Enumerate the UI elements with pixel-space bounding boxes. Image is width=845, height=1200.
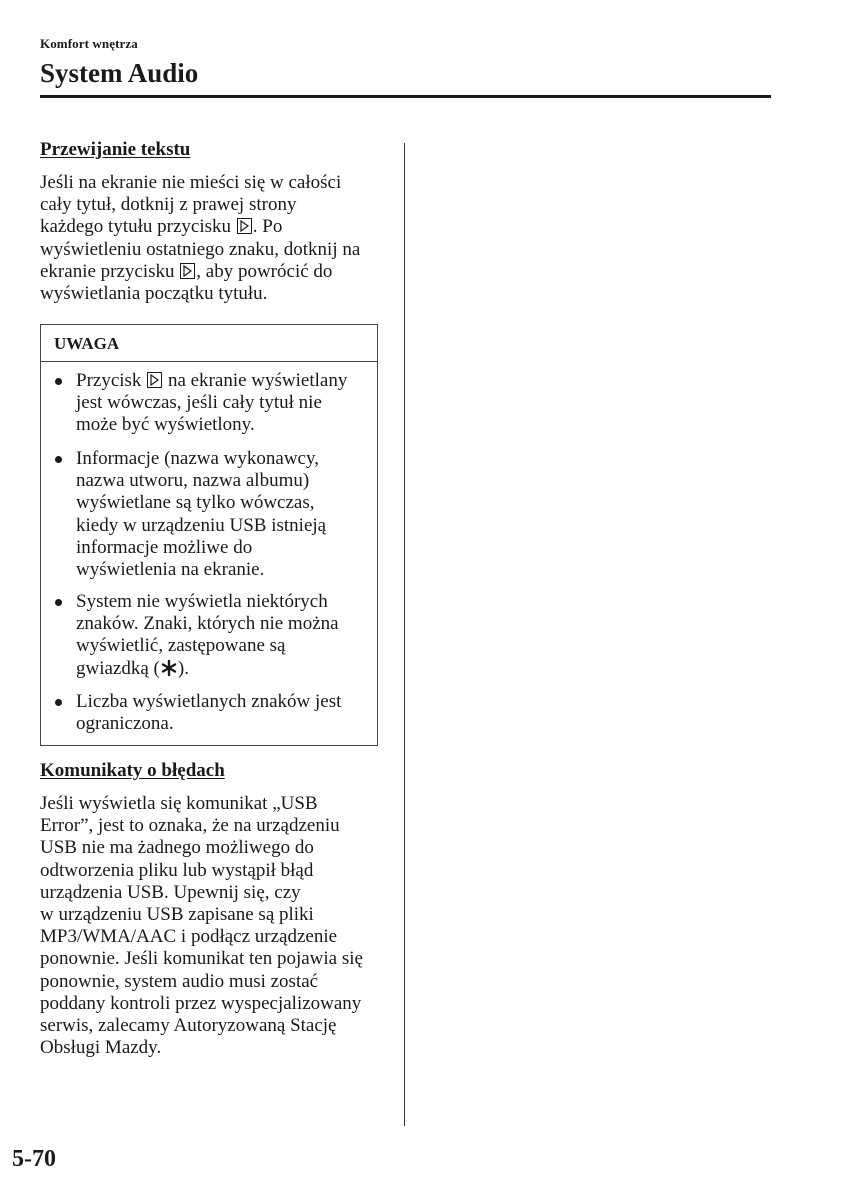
text-line: wyświetlenia na ekranie. bbox=[76, 559, 265, 581]
text-line: USB nie ma żadnego możliwego do bbox=[40, 837, 314, 859]
text-line: cały tytuł, dotknij z prawej strony bbox=[40, 194, 297, 216]
text-line bbox=[40, 216, 385, 238]
play-button-icon bbox=[237, 218, 252, 234]
title-rule bbox=[40, 95, 771, 98]
text-line: ponownie. Jeśli komunikat ten pojawia się bbox=[40, 948, 363, 970]
text-line: Jeśli wyświetla się komunikat „USB bbox=[40, 793, 318, 814]
text-line: ograniczona. bbox=[76, 713, 174, 735]
page-number: 5-70 bbox=[12, 1146, 56, 1172]
text-fragment: na ekranie wyświetlany bbox=[167, 370, 348, 391]
text-line: Informacje (nazwa wykonawcy, bbox=[76, 448, 320, 469]
bullet-icon bbox=[55, 699, 62, 706]
text-line bbox=[76, 370, 376, 392]
text-line: wyświetlić, zastępowane są bbox=[76, 635, 286, 657]
text-line: kiedy w urządzeniu USB istnieją bbox=[76, 514, 327, 536]
bullet-icon bbox=[55, 599, 62, 606]
text-line: jest wówczas, jeśli cały tytuł nie bbox=[76, 392, 322, 414]
note-item bbox=[76, 370, 376, 437]
text-line: MP3/WMA/AAC i podłącz urządzenie bbox=[40, 926, 338, 948]
note-box bbox=[40, 324, 378, 746]
text-line: Error”, jest to oznaka, że na urządzeniu bbox=[40, 815, 340, 837]
text-line: ponownie, system audio musi zostać bbox=[40, 970, 319, 992]
bullet-icon bbox=[55, 456, 62, 463]
text-fragment: każdego tytułu przycisku bbox=[40, 216, 232, 238]
text-line: może być wyświetlony. bbox=[76, 414, 255, 436]
text-fragment: , aby powrócić do bbox=[196, 260, 333, 282]
text-fragment: . Po bbox=[252, 216, 283, 238]
page-title: System Audio bbox=[40, 58, 199, 88]
text-line: poddany kontroli przez wyspecjalizowany bbox=[40, 992, 362, 1014]
text-line: urządzenia USB. Upewnij się, czy bbox=[40, 881, 301, 903]
text-line: wyświetleniu ostatniego znaku, dotknij na bbox=[40, 238, 361, 260]
text-line: nazwa utworu, nazwa albumu) bbox=[76, 470, 310, 492]
errors-heading: Komunikaty o błędach bbox=[40, 760, 225, 781]
text-line: wyświetlania początku tytułu. bbox=[40, 283, 268, 305]
text-line: Liczba wyświetlanych znaków jest bbox=[76, 691, 342, 712]
column-divider bbox=[404, 143, 405, 1126]
play-button-icon bbox=[147, 372, 162, 388]
text-fragment: ). bbox=[177, 657, 189, 679]
text-line bbox=[40, 261, 385, 283]
play-button-icon bbox=[180, 263, 195, 279]
text-line bbox=[76, 658, 376, 683]
bullet-icon bbox=[55, 378, 62, 385]
text-fragment: ekranie przycisku bbox=[40, 260, 175, 282]
asterisk-icon bbox=[160, 659, 178, 683]
note-title: UWAGA bbox=[41, 325, 377, 362]
note-item bbox=[76, 691, 376, 735]
section-label: Komfort wnętrza bbox=[40, 36, 138, 51]
text-line: Obsługi Mazdy. bbox=[40, 1037, 162, 1059]
errors-paragraph bbox=[40, 793, 385, 1059]
text-line: informacje możliwe do bbox=[76, 536, 253, 558]
scroll-text-heading: Przewijanie tekstu bbox=[40, 139, 191, 160]
text-line: Jeśli na ekranie nie mieści się w całości bbox=[40, 172, 342, 193]
text-line: System nie wyświetla niektórych bbox=[76, 591, 328, 612]
note-item bbox=[76, 591, 376, 683]
text-line: w urządzeniu USB zapisane są pliki bbox=[40, 904, 314, 926]
text-line: serwis, zalecamy Autoryzowaną Stację bbox=[40, 1015, 337, 1037]
note-item bbox=[76, 448, 376, 581]
text-fragment: gwiazdką ( bbox=[76, 657, 160, 679]
scroll-text-paragraph bbox=[40, 172, 385, 305]
text-line: odtworzenia pliku lub wystąpił błąd bbox=[40, 859, 314, 881]
text-line: znaków. Znaki, których nie można bbox=[76, 613, 339, 635]
text-line: wyświetlane są tylko wówczas, bbox=[76, 492, 315, 514]
text-fragment: Przycisk bbox=[76, 370, 142, 391]
